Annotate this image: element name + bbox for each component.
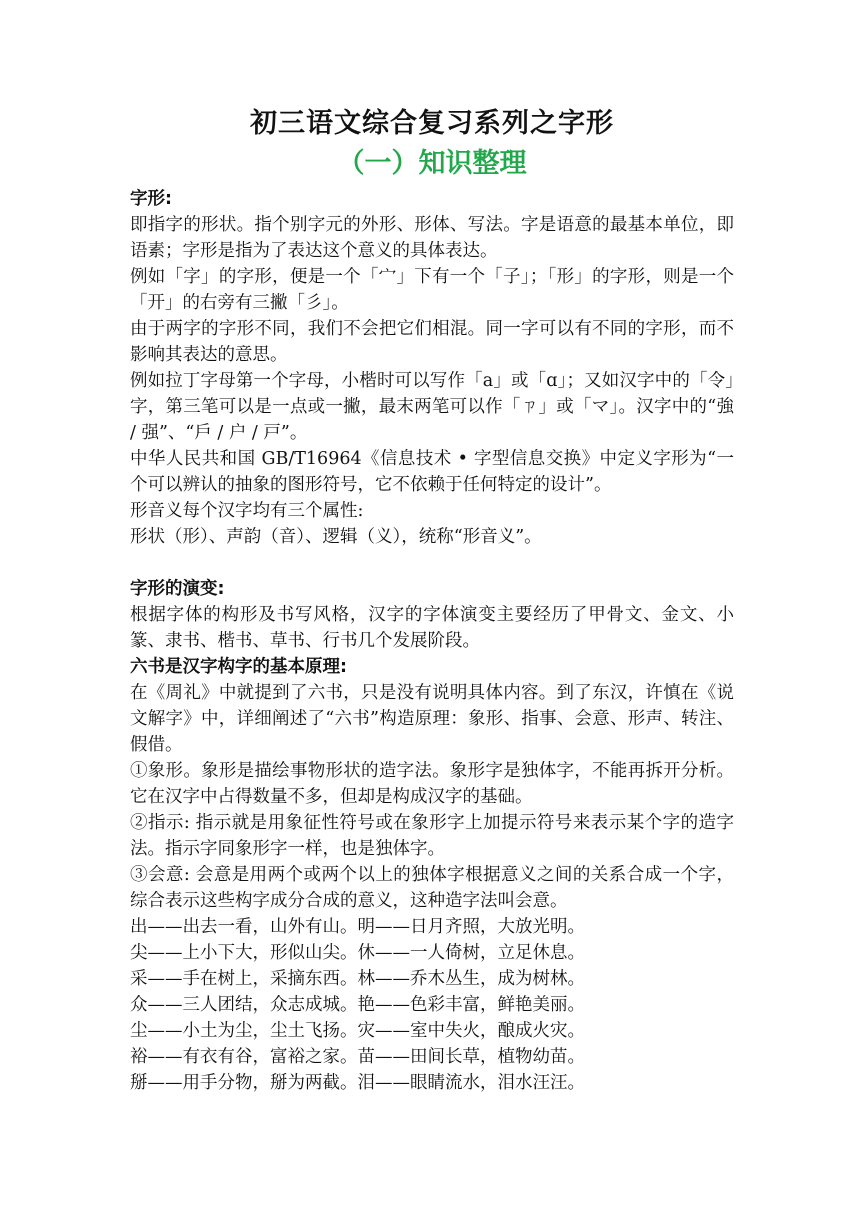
example-line: 尘——小土为尘，尘土飞扬。灾——室中失火，酿成火灾。	[130, 1021, 585, 1041]
paragraph: 形音义每个汉字均有三个属性:	[130, 501, 364, 521]
document-title: 初三语文综合复习系列之字形	[250, 108, 614, 139]
example-line: 众——三人团结，众志成城。艳——色彩丰富，鲜艳美丽。	[130, 995, 585, 1015]
example-line: 出——出去一看，山外有山。明——日月齐照，大放光明。	[130, 917, 585, 937]
paragraph: 根据字体的构形及书写风格，汉字的字体演变主要经历了甲骨文、金文、小篆、隶书、楷书、草书、行书几个发展阶段。	[130, 605, 734, 651]
example-line: 采——手在树上，采摘东西。林——乔木丛生，成为树林。	[130, 969, 585, 989]
paragraph: ①象形。象形是描绘事物形状的造字法。象形字是独体字，不能再拆开分析。它在汉字中占得数量不多，但却是构成汉字的基础。	[130, 761, 734, 807]
example-line: 尖——上小下大，形似山尖。休——一人倚树，立足休息。	[130, 943, 585, 963]
section-six-principles	[130, 654, 734, 1096]
document-subtitle: （一）知识整理	[337, 148, 527, 179]
example-line: 裕——有衣有谷，富裕之家。苗——田间长草，植物幼苗。	[130, 1047, 585, 1067]
paragraph: 由于两字的字形不同，我们不会把它们相混。同一字可以有不同的字形，而不影响其表达的意思。	[130, 319, 734, 365]
section-heading: 字形:	[130, 189, 172, 209]
paragraph: 形状（形）、声韵（音）、逻辑（义），统称“形音义”。	[130, 527, 542, 547]
paragraph: ②指示: 指示就是用象征性符号或在象形字上加提示符号来表示某个字的造字法。指示字同象形字一样，也是独体字。	[130, 813, 734, 859]
document-page	[130, 104, 734, 1096]
paragraph: 在《周礼》中就提到了六书，只是没有说明具体内容。到了东汉，许慎在《说文解字》中，详细阐述了“六书”构造原理：象形、指事、会意、形声、转注、假借。	[130, 683, 734, 755]
paragraph: 例如拉丁字母第一个字母，小楷时可以写作「a」或「ɑ」；又如汉字中的「令」字，第三笔可以是一点或一撇，最末两笔可以作「ㄗ」或「マ」。汉字中的“強 / 强”、“戶 / 户 / 戸”。	[130, 371, 734, 443]
section-glyph-evolution	[130, 576, 734, 654]
section-glyph-definition	[130, 186, 734, 550]
paragraph: ③会意: 会意是用两个或两个以上的独体字根据意义之间的关系合成一个字，综合表示这些构字成分合成的意义，这种造字法叫会意。	[130, 865, 734, 911]
paragraph: 即指字的形状。指个别字元的外形、形体、写法。字是语意的最基本单位，即语素；字形是指为了表达这个意义的具体表达。	[130, 215, 734, 261]
section-heading: 字形的演变:	[130, 579, 225, 599]
paragraph: 例如「字」的字形，便是一个「宀」下有一个「子」；「形」的字形，则是一个「开」的右旁有三撇「彡」。	[130, 267, 734, 313]
section-heading: 六书是汉字构字的基本原理:	[130, 657, 347, 677]
example-line: 掰——用手分物，掰为两截。泪——眼睛流水，泪水汪汪。	[130, 1073, 585, 1093]
blank-line	[130, 550, 734, 576]
paragraph: 中华人民共和国 GB/T16964《信息技术 • 字型信息交换》中定义字形为“一个可以辨认的抽象的图形符号，它不依赖于任何特定的设计”。	[130, 449, 734, 495]
